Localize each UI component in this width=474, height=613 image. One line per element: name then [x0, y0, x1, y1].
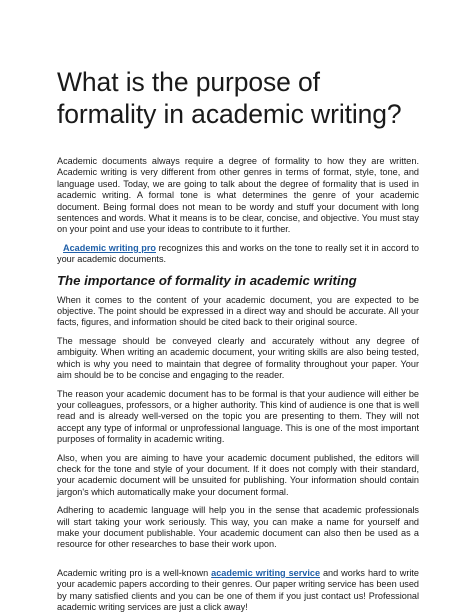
body-paragraph-3: The reason your academic document has to be formal is that your audience will either be your colleagues, professors, or a higher authority. This kind of audience is one that is well read and is already well-versed on the topic you are presenting to them. They will not accept any type of informal or unprofessional language. This is one of the most important purposes of formality in academic writing.: [57, 388, 419, 445]
body-paragraph-1: When it comes to the content of your academic document, you are expected to be objective. The point should be expressed in a direct way and should be accurate. All your facts, figures, and information should be cited back to their original source.: [57, 294, 419, 328]
closing-paragraph: [57, 568, 419, 613]
spacer: [57, 558, 419, 568]
body-paragraph-2: The message should be conveyed clearly and accurately without any degree of ambiguity. When writing an academic document, your writing skills are also being tested, which is why you need to maintain that degree of formality throughout your paper. Your aim should be to be concise and engaging to the reader.: [57, 335, 419, 381]
closing-text-before: Academic writing pro is a well-known: [57, 567, 212, 578]
section-heading: The importance of formality in academic writing: [57, 272, 357, 288]
pro-paragraph: [57, 243, 419, 266]
body-paragraph-5: Adhering to academic language will help you in the sense that academic professionals will start taking your work seriously. This way, you can make a name for yourself and make your document publishable. Your academic document can also then be used as a resource for other researches to base their work upon.: [57, 505, 419, 550]
academic-writing-service-link[interactable]: academic writing service: [211, 567, 321, 578]
pro-paragraph-text: recognizes this and works on the tone to really set it in accord to your academic documents.: [57, 242, 419, 265]
academic-writing-pro-link[interactable]: Academic writing pro: [63, 242, 156, 253]
page-title: What is the purpose of formality in academic writing?: [57, 67, 402, 129]
body-paragraph-4: Also, when you are aiming to have your academic document published, the editors will check for the tone and style of your document. If it does not comply with their standard, your academic document will be unsuited for publishing. Your information should contain jargon's which automatically make your document formal.: [57, 452, 419, 497]
intro-paragraph: Academic documents always require a degree of formality to how they are written. Academic writing is very different from other genres in terms of format, style, tone, and language used. Today, we are going to talk about the degree of formality that is used in academic writing. A formal tone is what determines the genre of your academic document. Being formal does not mean to be wordy and stuff your document with long sentences and words. What it means is to be clear, concise, and objective. You must stay on your point and use your ideas to contribute to it further.: [57, 156, 419, 235]
closing-text-after: and works hard to write your academic papers according to their genres. Our paper writing service has been used by many satisfied clients and you can be one of them if you just contact us! Professional academic writing services are just a click away!: [57, 567, 419, 612]
